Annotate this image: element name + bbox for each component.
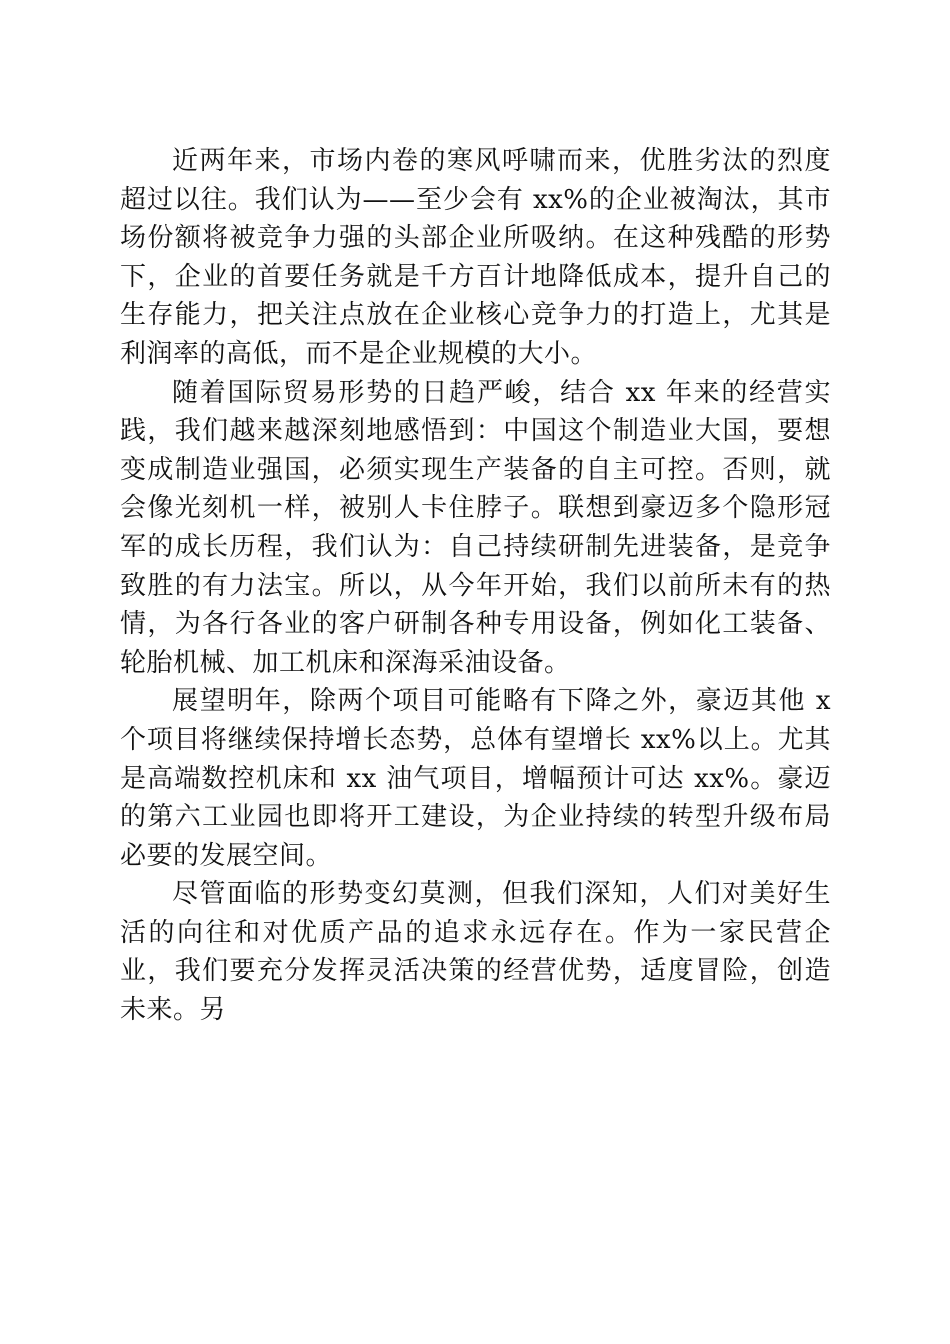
paragraph-equipment-autonomy: 随着国际贸易形势的日趋严峻，结合 xx 年来的经营实践，我们越来越深刻地感悟到：中国这个制造业大国，要想变成制造业强国，必须实现生产装备的自主可控。否则，就会像光刻机一样，被别人卡住脖子。联想到豪迈多个隐形冠军的成长历程，我们认为：自己持续研制先进装备，是竞争致胜的有力法宝。所以，从今年开始，我们以前所未有的热情，为各行各业的客户研制各种专用设备，例如化工装备、轮胎机械、加工机床和深海采油设备。 bbox=[120, 377, 831, 678]
document-body bbox=[120, 142, 831, 1030]
paragraph-private-enterprise: 尽管面临的形势变幻莫测，但我们深知，人们对美好生活的向往和对优质产品的追求永远存在。作为一家民营企业，我们要充分发挥灵活决策的经营优势，适度冒险，创造未来。另 bbox=[120, 879, 831, 1026]
paragraph-market-competition: 近两年来，市场内卷的寒风呼啸而来，优胜劣汰的烈度超过以往。我们认为——至少会有 xx%的企业被淘汰，其市场份额将被竞争力强的头部企业所吸纳。在这种残酷的形势下，企业的首要任务就是千方百计地降低成本，提升自己的生存能力，把关注点放在企业核心竞争力的打造上，尤其是利润率的高低，而不是企业规模的大小。 bbox=[120, 146, 831, 369]
paragraph-next-year-outlook: 展望明年，除两个项目可能略有下降之外，豪迈其他 x 个项目将继续保持增长态势，总体有望增长 xx%以上。尤其是高端数控机床和 xx 油气项目，增幅预计可达 xx%。豪迈的第六工业园也即将开工建设，为企业持续的转型升级布局必要的发展空间。 bbox=[120, 686, 831, 871]
